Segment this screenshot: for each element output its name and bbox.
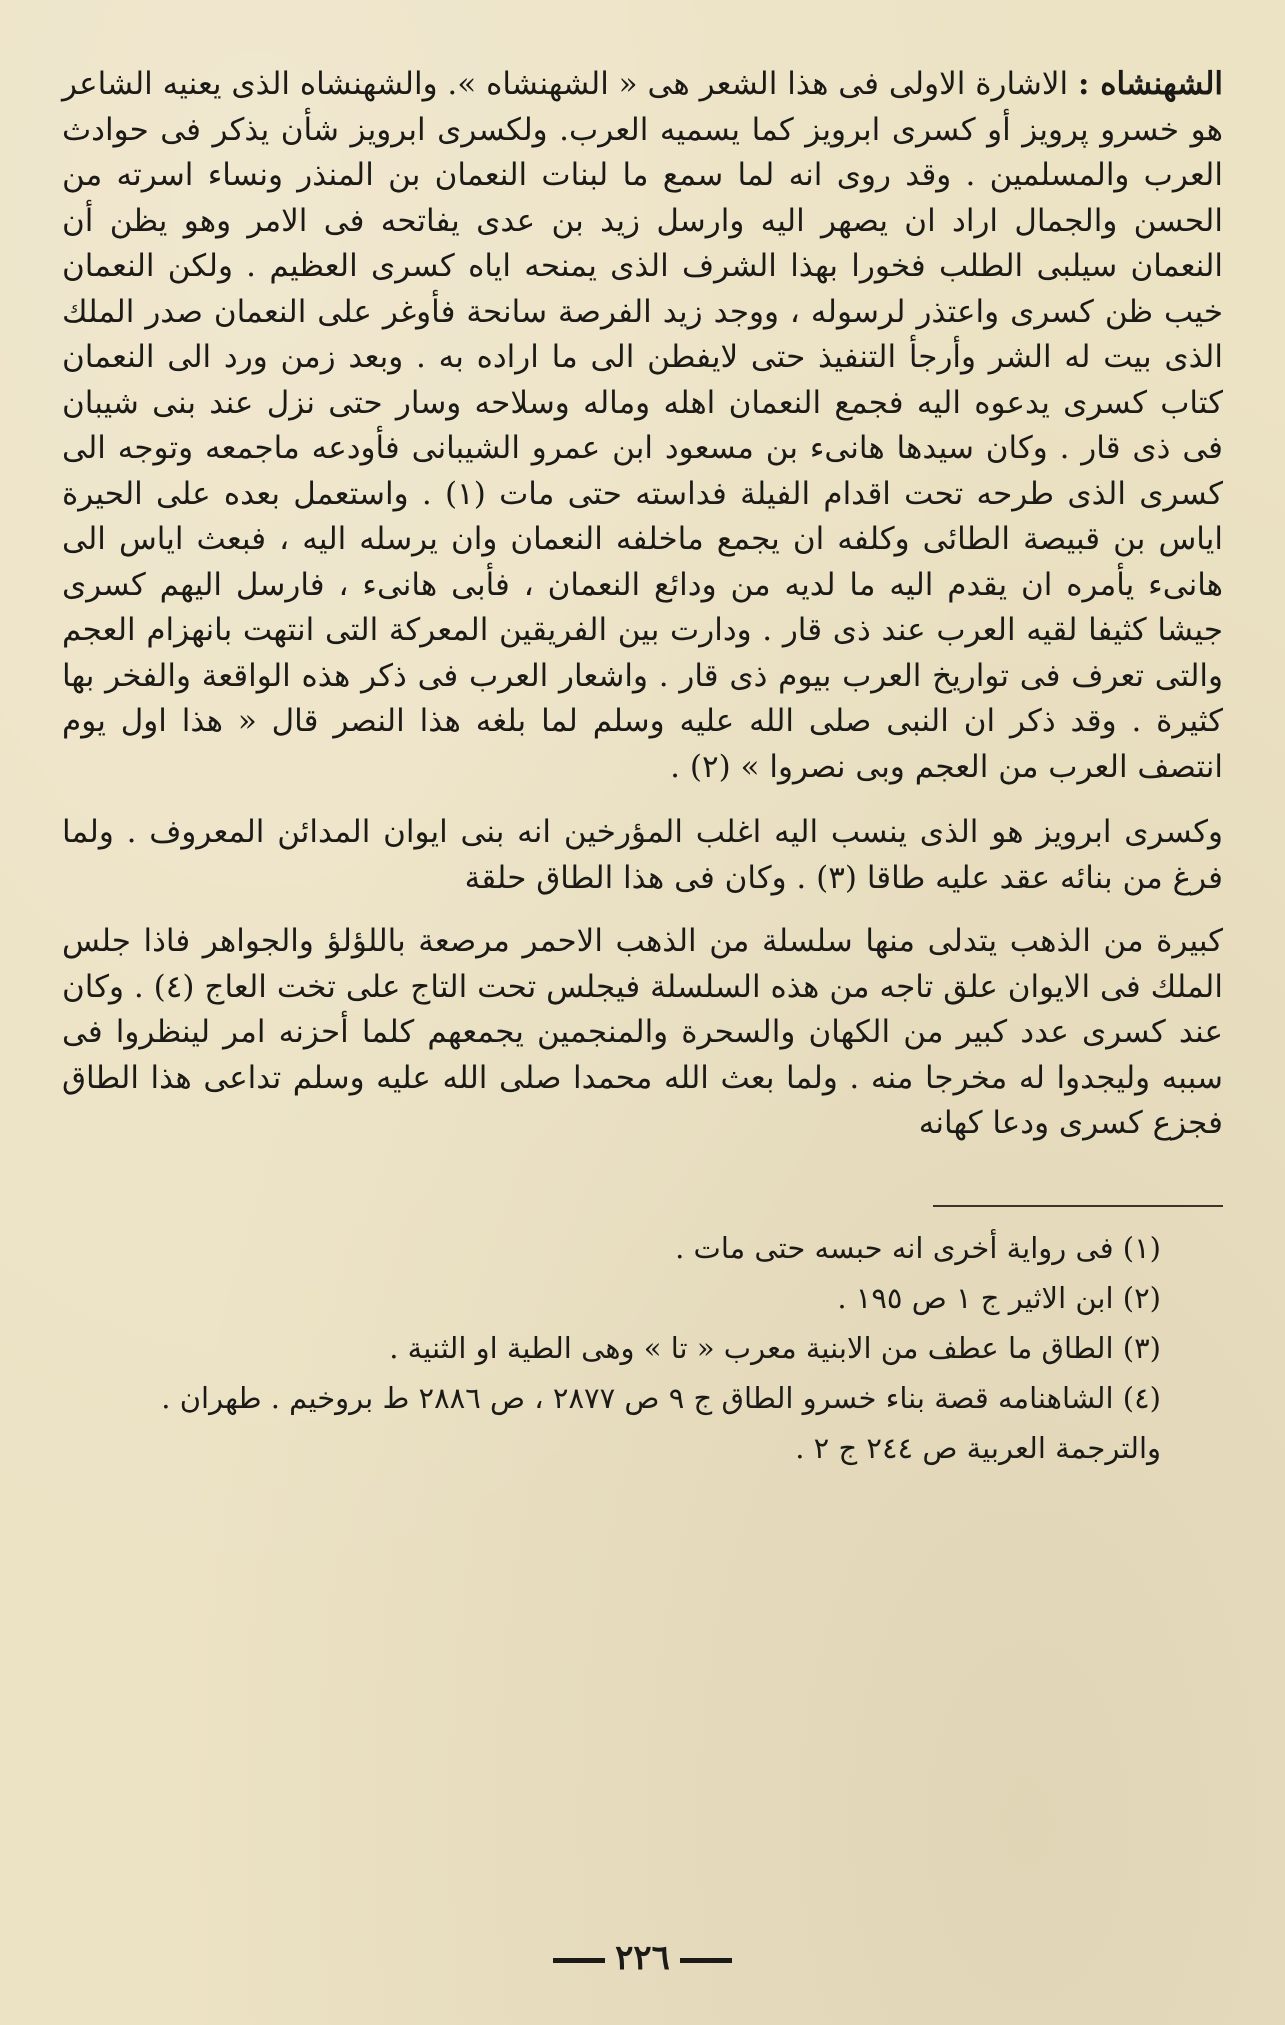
page-number-dash-right bbox=[553, 1958, 605, 1963]
footnotes bbox=[62, 1223, 1223, 1473]
footnote-2: (٢) ابن الاثير ج ١ ص ١٩٥ . bbox=[837, 1280, 1161, 1315]
paragraph-1 bbox=[62, 62, 1223, 790]
footnote-separator bbox=[933, 1205, 1223, 1207]
paragraph-gap bbox=[62, 901, 1223, 919]
footnote-3: (٣) الطاق ما عطف من الابنية معرب « تا » وهى الطية او الثنية . bbox=[389, 1330, 1161, 1365]
page-number bbox=[0, 1938, 1285, 1978]
page-number-text: ٢٢٦ bbox=[615, 1938, 670, 1978]
paragraph-3: كبيرة من الذهب يتدلى منها سلسلة من الذهب الاحمر مرصعة باللؤلؤ والجواهر فاذا جلس الملك فى الايوان علق تاجه من هذه السلسلة فيجلس تحت التاج على تخت العاج (٤) . وكان عند كسرى عدد كبير من الكهان والسحرة والمنجمين يجمعهم كلما أحزنه امر لينظروا فى سببه وليجدوا له مخرجا منه . ولما بعث الله محمدا صلى الله عليه وسلم تداعى هذا الطاق فجزع كسرى ودعا كهانه bbox=[62, 923, 1223, 1141]
headword-shahanshah: الشهنشاه : bbox=[1078, 66, 1223, 102]
paragraph-2: وكسرى ابرويز هو الذى ينسب اليه اغلب المؤرخين انه بنى ايوان المدائن المعروف . ولما فرغ من بنائه عقد عليه طاقا (٣) . وكان فى هذا الطاق حلقة bbox=[62, 814, 1223, 896]
footnote-4: (٤) الشاهنامه قصة بناء خسرو الطاق ج ٩ ص ٢٨٧٧ ، ص ٢٨٨٦ ط بروخيم . طهران . والترجمة العربية ص ٢٤٤ ج ٢ . bbox=[161, 1380, 1161, 1465]
page-number-dash-left bbox=[680, 1958, 732, 1963]
main-text bbox=[62, 62, 1223, 1147]
paragraph-1-text: الاشارة الاولى فى هذا الشعر هى « الشهنشاه ». والشهنشاه الذى يعنيه الشاعر هو خسرو پرويز أو كسرى ابرويز كما يسميه العرب. ولكسرى ابرويز شأن يذكر فى حوادث العرب والمسلمين . وقد روى انه لما سمع ما لبنات النعمان بن المنذر ونساء اسرته من الحسن والجمال اراد ان يصهر اليه وارسل زيد بن عدى يفاتحه فى الامر وهو يظن أن النعمان سيلبى الطلب فخورا بهذا الشرف الذى يمنحه اياه كسرى العظيم . ولكن النعمان خيب ظن كسرى واعتذر لرسوله ، ووجد زيد الفرصة سانحة فأوغر على النعمان صدر الملك الذى بيت له الشر وأرجأ التنفيذ حتى لايفطن الى ما اراده به . وبعد زمن ورد الى النعمان كتاب كسرى يدعوه اليه فجمع النعمان اهله وماله وسلاحه وسار حتى نزل عند بنى شيبان فى ذى قار . وكان سيدها هانىء بن مسعود ابن عمرو الشيبانى فأودعه ماجمعه وتوجه الى كسرى الذى طرحه تحت اقدام الفيلة فداسته حتى مات (١) . واستعمل بعده على الحيرة اياس بن قبيصة الطائى وكلفه ان يجمع ماخلفه النعمان وان يرسله اليه ، فبعث اياس الى هانىء يأمره ان يقدم اليه ما لديه من ودائع النعمان ، فأبى هانىء ، فارسل اليهم كسرى جيشا كثيفا لقيه العرب عند ذى قار . ودارت بين الفريقين المعركة التى انتهت بانهزام العجم والتى تعرف فى تواريخ العرب بيوم ذى قار . واشعار العرب فى ذكر هذه الواقعة والفخر بها كثيرة . وقد ذكر ان النبى صلى الله عليه وسلم لما بلغه هذا النصر قال « هذا اول يوم انتصف العرب من العجم وبى نصروا » (٢) . bbox=[62, 66, 1223, 785]
footnote-1: (١) فى رواية أخرى انه حبسه حتى مات . bbox=[675, 1230, 1161, 1265]
